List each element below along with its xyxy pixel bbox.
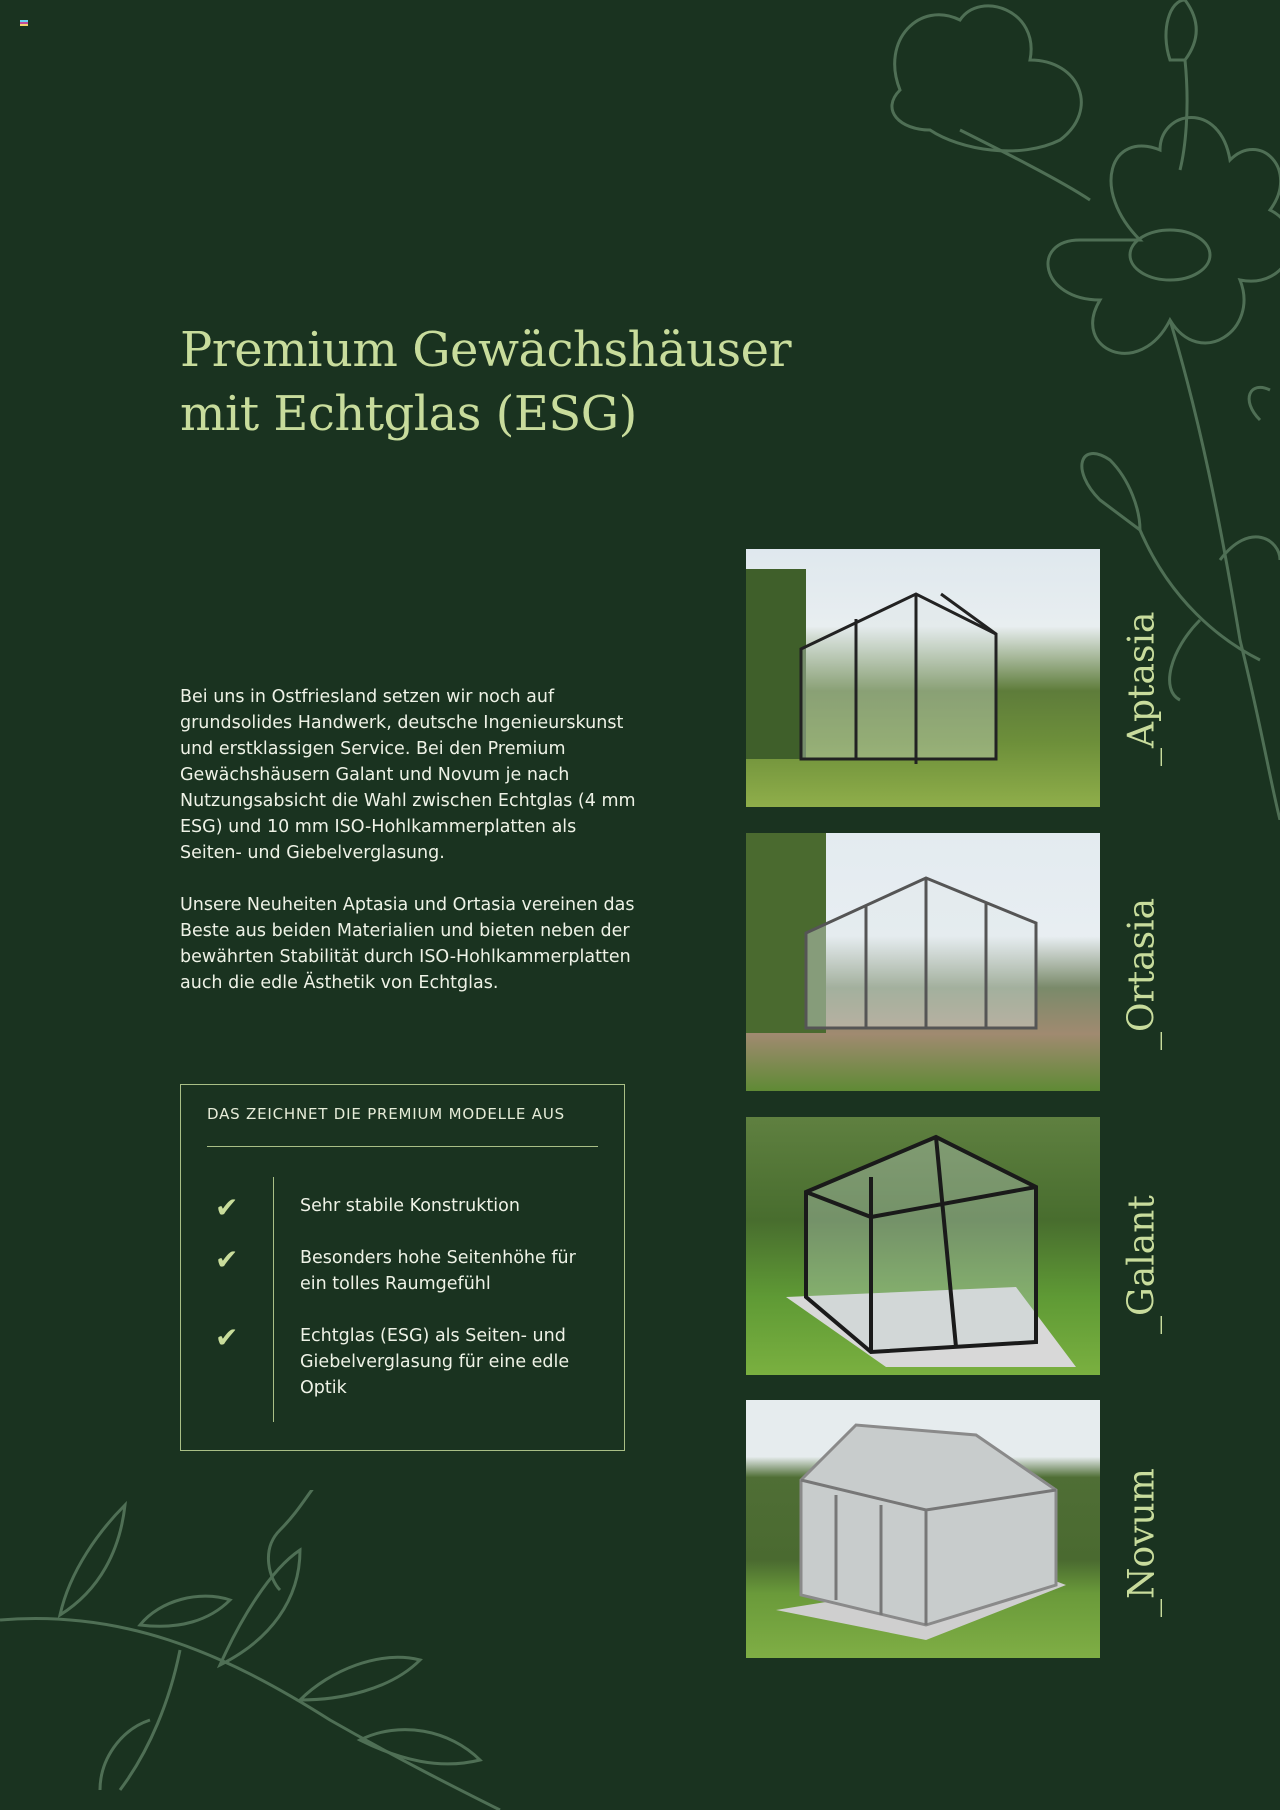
greenhouse-photo-novum: [746, 1400, 1100, 1658]
model-label-text: _Aptasia: [1121, 611, 1163, 766]
paragraph: Bei uns in Ostfriesland setzen wir noch auf grundsolides Handwerk, deutsche Ingenieurskunst und erstklassigen Service. Bei den Premium Gewächshäusern Galant und Novum je nach Nutzungsabsicht die Wahl zwischen Echtglas (4 mm ESG) und 10 mm ISO-Hohlkammerplatten als Seiten- und Giebelverglasung.: [180, 687, 636, 863]
intro-text: [180, 684, 640, 1022]
title-line-1: Premium Gewächshäuser: [180, 322, 792, 378]
feature-text: Sehr stabile Konstruktion: [300, 1196, 520, 1216]
model-label-ortasia: [1112, 833, 1172, 1091]
model-label-text: _Galant: [1121, 1195, 1163, 1334]
check-icon: ✔: [215, 1243, 239, 1276]
feature-text: Echtglas (ESG) als Seiten- und Giebelverglasung für eine edle Optik: [300, 1326, 570, 1398]
check-icon: ✔: [215, 1191, 239, 1224]
flag-icon: [20, 20, 28, 26]
model-label-text: _Novum: [1121, 1468, 1163, 1617]
features-box-title: DAS ZEICHNET DIE PREMIUM MODELLE AUS: [207, 1105, 565, 1123]
divider: [207, 1146, 598, 1147]
greenhouse-photo-ortasia: [746, 833, 1100, 1091]
model-label-text: _Ortasia: [1121, 897, 1163, 1050]
greenhouse-photo-galant: [746, 1117, 1100, 1375]
feature-text: Besonders hohe Seitenhöhe für ein tolles Raumgefühl: [300, 1248, 576, 1294]
model-label-galant: [1112, 1117, 1172, 1375]
page-title: [180, 318, 791, 446]
title-line-2: mit Echtglas (ESG): [180, 386, 637, 442]
model-label-novum: [1112, 1400, 1172, 1658]
greenhouse-photo-aptasia: [746, 549, 1100, 807]
features-box: [180, 1084, 625, 1451]
model-label-aptasia: [1112, 549, 1172, 807]
check-icon: ✔: [215, 1321, 239, 1354]
divider-vertical: [273, 1177, 274, 1422]
leaf-decoration-bottom-icon: [0, 1490, 520, 1810]
paragraph: Unsere Neuheiten Aptasia und Ortasia vereinen das Beste aus beiden Materialien und bieten neben der bewährten Stabilität durch ISO-Hohlkammerplatten auch die edle Ästhetik von Echtglas.: [180, 895, 635, 993]
